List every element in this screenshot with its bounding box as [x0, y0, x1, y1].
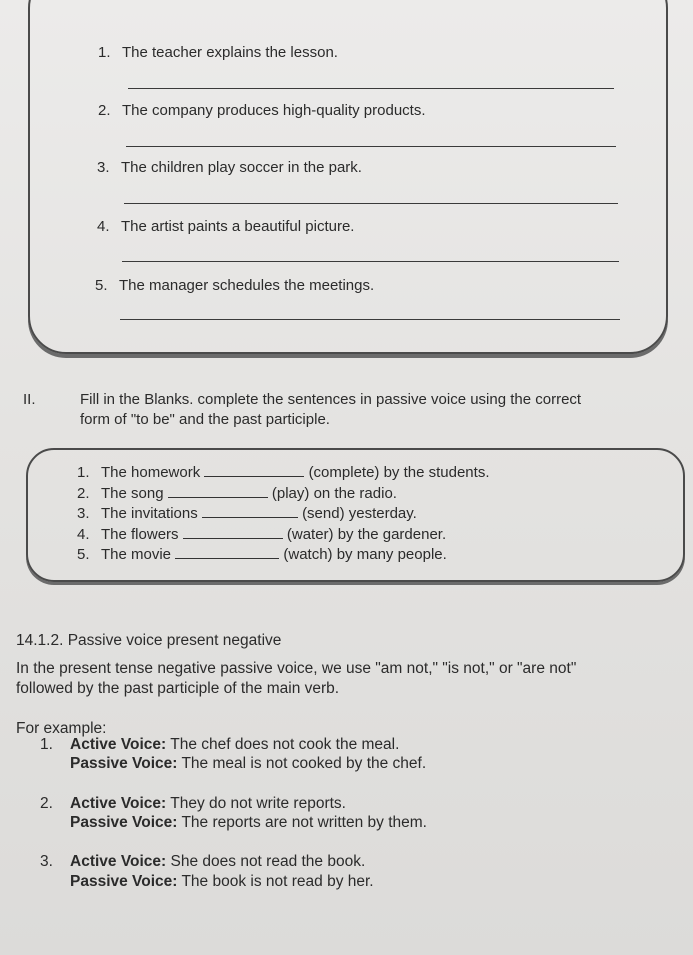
answer-line-2[interactable] [126, 146, 616, 147]
part2-numeral: II. [23, 391, 36, 408]
fill-item-5: 5. The movie (watch) by many people. [77, 546, 447, 563]
fill-blank-3[interactable] [202, 506, 298, 518]
example-3-active: 3. Active Voice: She does not read the book. [40, 853, 366, 870]
fill-item-1: 1. The homework (complete) by the students. [77, 464, 490, 481]
example-1-passive: Passive Voice: The meal is not cooked by the chef. [70, 755, 427, 772]
exercise1-item-3: 3. The children play soccer in the park. [97, 159, 362, 176]
fill-blank-2[interactable] [168, 486, 268, 498]
for-example-label: For example: [16, 720, 107, 737]
fill-item-3: 3. The invitations (send) yesterday. [77, 505, 417, 522]
section-paragraph-line2: followed by the past participle of the main verb. [16, 680, 340, 697]
fill-blank-4[interactable] [183, 527, 283, 539]
section-heading: 14.1.2. Passive voice present negative [16, 632, 282, 649]
part2-instruction-line2: form of "to be" and the past participle. [80, 411, 330, 428]
exercise1-item-1: 1. The teacher explains the lesson. [98, 44, 338, 61]
example-1-active: 1. Active Voice: The chef does not cook the meal. [40, 736, 400, 753]
answer-line-3[interactable] [124, 203, 618, 204]
answer-line-4[interactable] [122, 261, 619, 262]
exercise1-item-2: 2. The company produces high-quality products. [98, 102, 426, 119]
example-2-passive: Passive Voice: The reports are not written by them. [70, 814, 427, 831]
example-2-active: 2. Active Voice: They do not write reports. [40, 795, 346, 812]
answer-line-5[interactable] [120, 319, 620, 320]
fill-blank-1[interactable] [204, 465, 304, 477]
example-3-passive: Passive Voice: The book is not read by her. [70, 873, 374, 890]
exercise1-item-5: 5. The manager schedules the meetings. [95, 277, 375, 294]
section-paragraph-line1: In the present tense negative passive voice, we use "am not," "is not," or "are not" [16, 660, 577, 677]
part2-instruction-line1: Fill in the Blanks. complete the sentences in passive voice using the correct [80, 391, 582, 408]
exercise1-item-4: 4. The artist paints a beautiful picture. [97, 218, 355, 235]
answer-line-1[interactable] [128, 88, 614, 89]
fill-item-2: 2. The song (play) on the radio. [77, 485, 397, 502]
fill-blank-5[interactable] [175, 547, 279, 559]
fill-item-4: 4. The flowers (water) by the gardener. [77, 526, 447, 543]
